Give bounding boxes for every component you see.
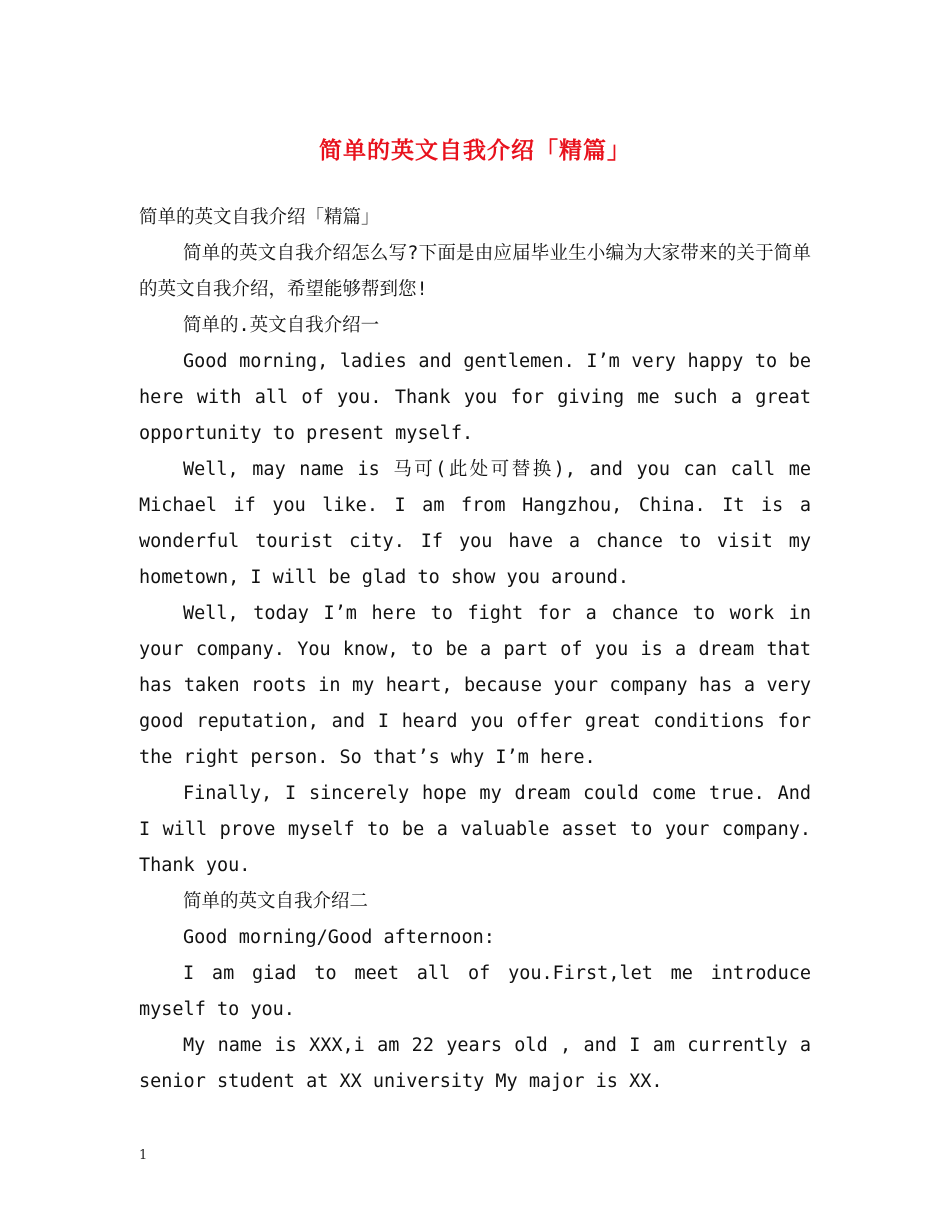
subtitle-paragraph: 简单的英文自我介绍「精篇」	[139, 207, 380, 228]
body-paragraph: I am giad to meet all of you.First,let me introduce myself to you.	[139, 963, 811, 1020]
document-title: 简单的英文自我介绍「精篇」	[319, 137, 631, 164]
document-body	[139, 200, 811, 1100]
body-paragraph: Finally, I sincerely hope my dream could come true. And I will prove myself to be a valuable asset to your company. Thank you.	[139, 783, 811, 876]
intro-paragraph: 简单的英文自我介绍怎么写?下面是由应届毕业生小编为大家带来的关于简单的英文自我介绍，希望能够帮到您!	[139, 243, 811, 300]
body-paragraph: Well, today I’m here to fight for a chance to work in your company. You know, to be a part of you is a dream that has taken roots in my heart, because your company has a very good reputation, and I heard you offer great conditions for the right person. So that’s why I’m here.	[139, 603, 811, 768]
body-paragraph: Good morning, ladies and gentlemen. I’m very happy to be here with all of you. Thank you for giving me such a great opportunity to present myself.	[139, 351, 811, 444]
greeting-paragraph: Good morning/Good afternoon:	[183, 927, 495, 948]
body-paragraph: Well, may name is 马可(此处可替换), and you can call me Michael if you like. I am from Hangzhou, China. It is a wonderful tourist city. If you have a chance to visit my hometown, I will be glad to show you around.	[139, 459, 811, 588]
section-heading-one: 简单的.英文自我介绍一	[183, 315, 380, 336]
section-heading-two: 简单的英文自我介绍二	[183, 891, 369, 912]
body-paragraph: My name is XXX,i am 22 years old , and I am currently a senior student at XX university My major is XX.	[139, 1035, 811, 1092]
page-number: 1	[139, 1148, 148, 1163]
